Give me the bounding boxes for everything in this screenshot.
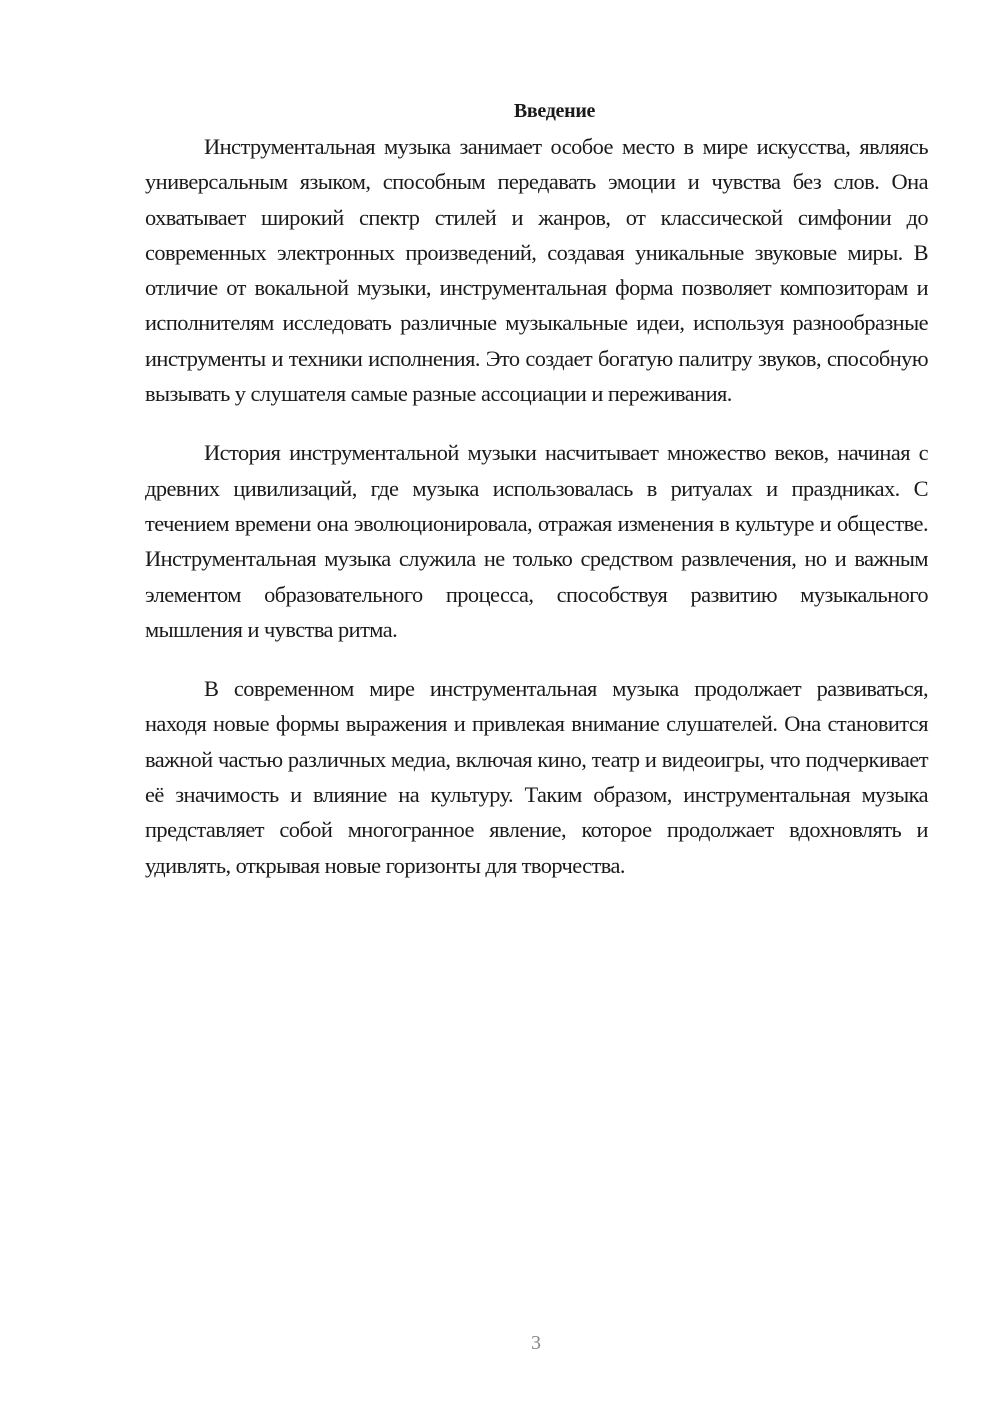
paragraph-history: История инструментальной музыки насчитывает множество веков, начиная с древних цивилизаций, где музыка использовалась в ритуалах и праздниках. С течением времени она эволюционировала, отражая изменения в культуре и обществе. Инструментальная музыка служила не только средством развлечения, но и важным элементом образовательного процесса, способствуя развитию музыкального мышления и чувства ритма. [145, 440, 928, 642]
paragraph-intro: Инструментальная музыка занимает особое место в мире искусства, являясь универсальным языком, способным передавать эмоции и чувства без слов. Она охватывает широкий спектр стилей и жанров, от классической симфонии до современных электронных произведений, создавая уникальные звуковые миры. В отличие от вокальной музыки, инструментальная форма позволяет композиторам и исполнителям исследовать различные музыкальные идеи, используя разнообразные инструменты и техники исполнения. Это создает богатую палитру звуков, способную вызывать у слушателя самые разные ассоциации и переживания. [145, 134, 928, 407]
page-number: 3 [531, 1332, 541, 1354]
page-content [145, 94, 928, 907]
section-heading: Введение [513, 100, 596, 122]
paragraph-modern: В современном мире инструментальная музыка продолжает развиваться, находя новые формы выражения и привлекая внимание слушателей. Она становится важной частью различных медиа, включая кино, театр и видеоигры, что подчеркивает её значимость и влияние на культуру. Таким образом, инструментальная музыка представляет собой многогранное явление, которое продолжает вдохновлять и удивлять, открывая новые горизонты для творчества. [145, 676, 928, 878]
